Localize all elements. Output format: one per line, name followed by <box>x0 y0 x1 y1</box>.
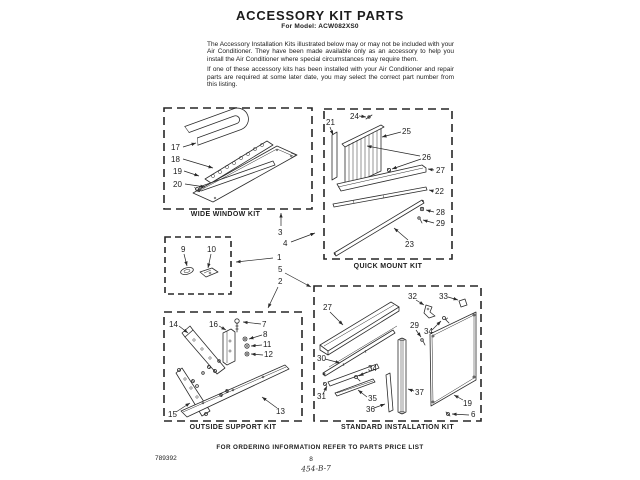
part-7-bolt-drawing <box>235 319 239 332</box>
part-callout-8: 8 <box>263 330 268 339</box>
part-10-clip-drawing <box>200 268 218 277</box>
kit-ref-2: 2 <box>278 277 283 286</box>
part-callout-29: 29 <box>410 321 419 330</box>
kit-ref-1: 1 <box>277 253 282 262</box>
intro-paragraph-1: The Accessory Installation Kits illustrated below may or may not be included with your Air Conditioner. They have been made available only as an accessory to help you install the Air Conditioner where special circumstances may require them. <box>207 41 454 63</box>
part-callout-18: 18 <box>171 155 180 164</box>
part-16-bracket-drawing <box>223 329 235 365</box>
part-callout-31: 31 <box>317 392 326 401</box>
part-callout-17: 17 <box>171 143 180 152</box>
part-27-rail-drawing <box>337 165 426 191</box>
part-34-screw-right-drawing <box>443 317 450 324</box>
part-callout-30: 30 <box>317 354 326 363</box>
part-callout-37: 37 <box>415 388 424 397</box>
part-callout-27: 27 <box>436 166 445 175</box>
part-21-strip-drawing <box>332 132 337 180</box>
part-callout-36: 36 <box>366 405 375 414</box>
part-callout-24: 24 <box>350 112 359 121</box>
part-9-clip-drawing <box>180 266 194 276</box>
intro-text <box>207 41 454 91</box>
quick-mount-kit-diagram <box>323 108 453 260</box>
kit-ref-4: 4 <box>283 239 288 248</box>
part-callout-16: 16 <box>209 320 218 329</box>
page-title: ACCESSORY KIT PARTS <box>235 8 405 23</box>
part-callout-34-mid: 34 <box>368 364 377 373</box>
part-callout-35: 35 <box>368 394 377 403</box>
part-callout-14: 14 <box>169 320 178 329</box>
part-callout-12: 12 <box>264 350 273 359</box>
outside-support-kit-label: OUTSIDE SUPPORT KIT <box>189 424 277 431</box>
part-24-clip <box>366 115 372 119</box>
part-callout-27b: 27 <box>323 303 332 312</box>
part-callout-29: 29 <box>436 219 445 228</box>
part-29-screw-drawing <box>421 339 425 345</box>
part-callout-13: 13 <box>276 407 285 416</box>
part-callout-15: 15 <box>168 410 177 419</box>
part-callout-34-right: 34 <box>424 327 433 336</box>
part-callout-33: 33 <box>439 292 448 301</box>
part-19-panel-drawing <box>430 312 476 406</box>
ordering-note: FOR ORDERING INFORMATION REFER TO PARTS PRICE LIST <box>216 444 424 451</box>
part-callout-20: 20 <box>173 180 182 189</box>
part-29-screw-drawing <box>418 217 422 223</box>
part-callout-19: 19 <box>173 167 182 176</box>
part-callout-9: 9 <box>181 245 186 254</box>
part-callout-28: 28 <box>436 208 445 217</box>
kit-ref-5: 5 <box>278 265 283 274</box>
part-6-screw-drawing <box>446 412 450 416</box>
fastener-column-drawing <box>243 337 249 356</box>
part-17-channel-drawing <box>185 107 252 147</box>
part-28-screw-drawing <box>420 207 424 211</box>
part-callout-23: 23 <box>405 240 414 249</box>
part-callout-7: 7 <box>262 320 267 329</box>
wide-window-kit-label: WIDE WINDOW KIT <box>190 211 261 218</box>
outside-support-kit-diagram <box>163 311 303 422</box>
part-32-bracket-drawing <box>424 305 435 318</box>
hardware-pack-border <box>165 237 231 294</box>
part-callout-6: 6 <box>471 410 476 419</box>
part-callout-22: 22 <box>435 187 444 196</box>
quick-mount-kit-label: QUICK MOUNT KIT <box>353 263 423 270</box>
part-33-clip-drawing <box>459 299 467 307</box>
part-36-strip-drawing <box>386 373 393 412</box>
hardware-pack-diagram <box>164 236 232 295</box>
part-callout-32: 32 <box>408 292 417 301</box>
part-14-bracket-drawing <box>182 326 225 374</box>
part-callout-25: 25 <box>402 127 411 136</box>
part-37-channel-drawing <box>398 338 406 414</box>
handwritten-mark: 454-B-7 <box>300 463 332 474</box>
page-number: 8 <box>309 456 313 463</box>
standard-installation-kit-label: STANDARD INSTALLATION KIT <box>341 424 454 431</box>
part-callout-26: 26 <box>422 153 431 162</box>
wide-window-kit-diagram <box>163 107 313 210</box>
part-callout-10: 10 <box>207 245 216 254</box>
part-callout-19b: 19 <box>463 399 472 408</box>
model-subtitle: For Model: ACW082XS0 <box>281 23 359 30</box>
intro-paragraph-2: If one of these accessory kits has been installed with your Air Conditioner and repair parts are required at some later date, you may select the correct part number from this listing. <box>207 66 454 89</box>
standard-installation-kit-diagram <box>313 285 482 422</box>
part-callout-21: 21 <box>326 118 335 127</box>
kit-ref-3: 3 <box>278 228 283 237</box>
publication-number: 789392 <box>155 455 177 462</box>
part-callout-11: 11 <box>263 340 272 349</box>
